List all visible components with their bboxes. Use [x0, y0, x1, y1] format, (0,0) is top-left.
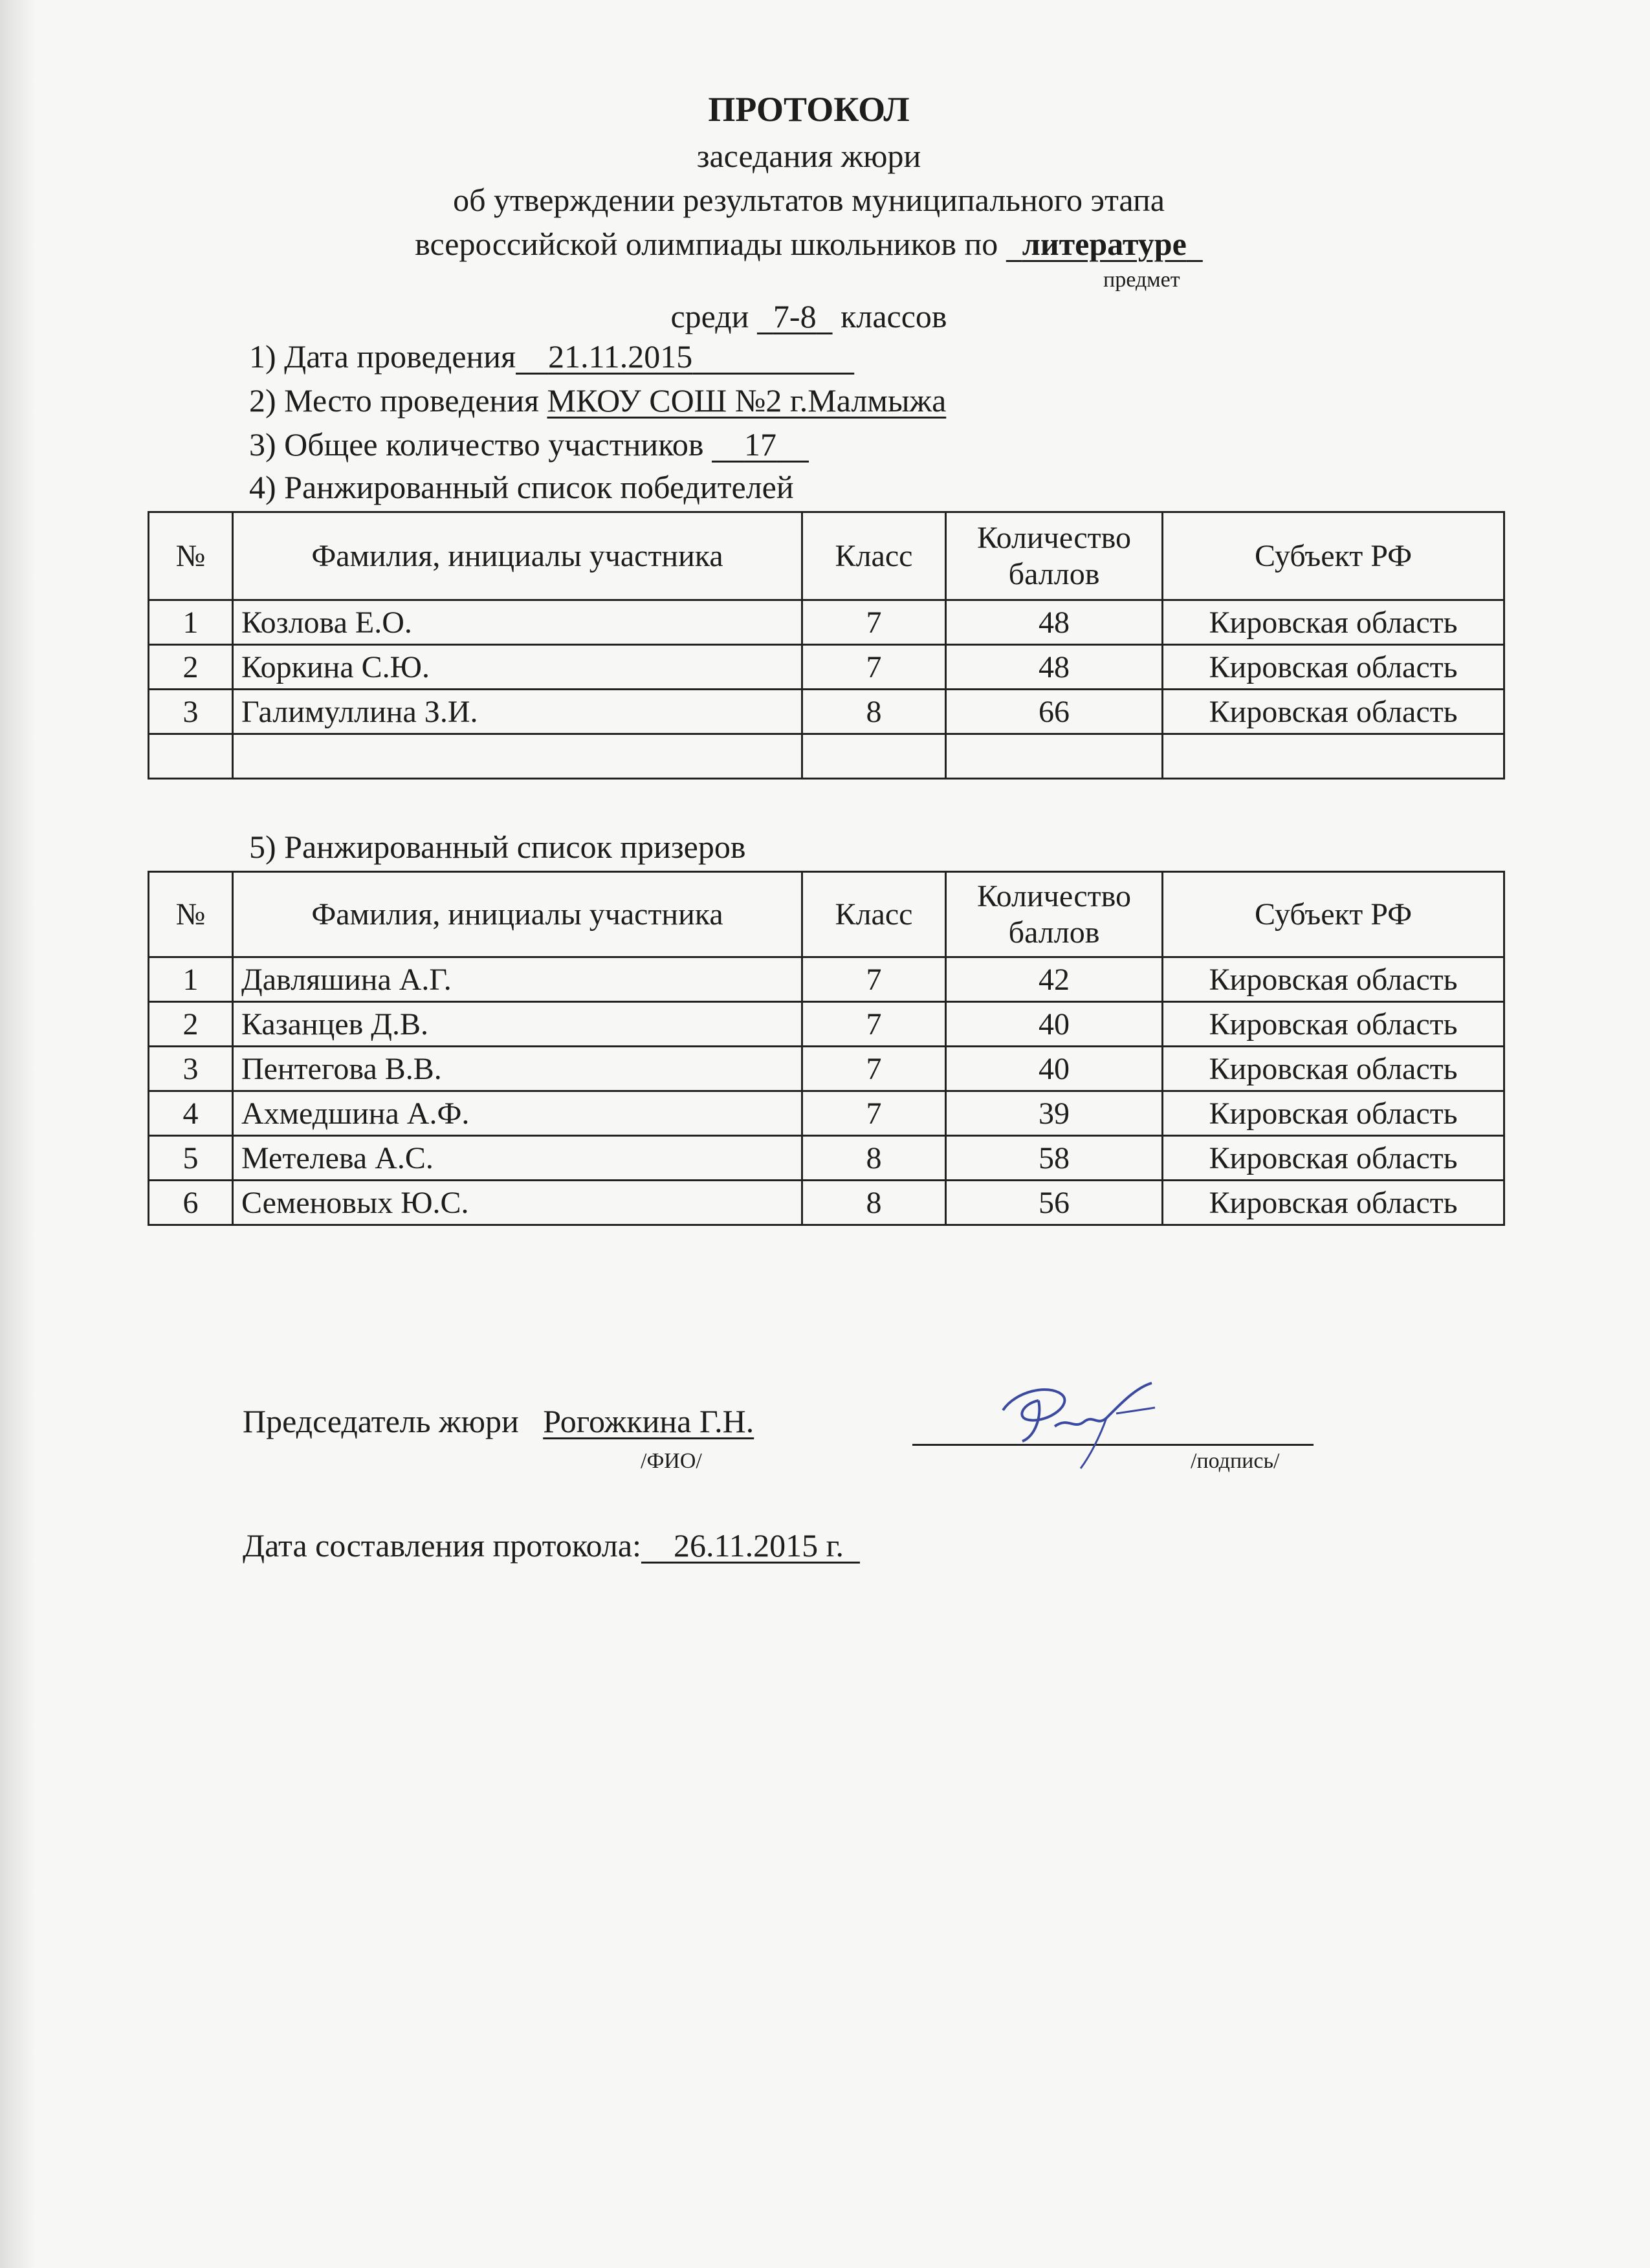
- row-number: 4: [149, 1091, 233, 1136]
- participant-score: 56: [946, 1181, 1163, 1225]
- info-date-text: 21.11.2015: [548, 338, 693, 375]
- subject-text: литературе: [1022, 226, 1187, 262]
- table-row: [149, 645, 1504, 690]
- participant-region: Кировская область: [1163, 1136, 1504, 1181]
- col-header-num: №: [149, 872, 233, 957]
- participant-grade: 8: [802, 690, 946, 734]
- info-prizewinners-heading: 5) Ранжированный список призеров: [249, 829, 746, 865]
- table-row: [149, 690, 1504, 734]
- compile-date-text: 26.11.2015 г.: [673, 1527, 844, 1564]
- info-count-value: [712, 426, 809, 463]
- row-number: 2: [149, 1002, 233, 1047]
- winners-table: [148, 511, 1505, 780]
- col-header-grade: Класс: [802, 872, 946, 957]
- participant-score: 66: [946, 690, 1163, 734]
- col-header-score: Количество баллов: [946, 512, 1163, 600]
- info-date: [249, 338, 854, 375]
- info-winners-heading: 4) Ранжированный список победителей: [249, 469, 794, 505]
- participant-grade: 7: [802, 1047, 946, 1091]
- header-line-3: [0, 225, 1618, 263]
- scan-shadow-edge: [0, 0, 36, 2268]
- row-number: 1: [149, 957, 233, 1002]
- participant-grade: [802, 734, 946, 779]
- participant-grade: 8: [802, 1181, 946, 1225]
- participant-name: Пентегова В.В.: [233, 1047, 802, 1091]
- participant-grade: 7: [802, 1091, 946, 1136]
- participant-region: Кировская область: [1163, 1002, 1504, 1047]
- participant-region: Кировская область: [1163, 645, 1504, 690]
- grades-text: 7-8: [773, 298, 817, 334]
- participant-grade: 7: [802, 645, 946, 690]
- col-header-region: Субъект РФ: [1163, 872, 1504, 957]
- prizewinners-header-row: [149, 872, 1504, 957]
- participant-name: Ахмедшина А.Ф.: [233, 1091, 802, 1136]
- table-row: [149, 1181, 1504, 1225]
- grades-suffix: классов: [841, 298, 947, 334]
- row-number: 5: [149, 1136, 233, 1181]
- header-line-3-prefix: всероссийской олимпиады школьников по: [415, 226, 998, 262]
- participant-score: 48: [946, 600, 1163, 645]
- header-line-1: заседания жюри: [696, 138, 921, 174]
- participant-region: Кировская область: [1163, 957, 1504, 1002]
- col-header-name: Фамилия, инициалы участника: [233, 872, 802, 957]
- col-header-num: №: [149, 512, 233, 600]
- prizewinners-table: [148, 871, 1505, 1226]
- participant-score: 48: [946, 645, 1163, 690]
- participant-region: [1163, 734, 1504, 779]
- participant-name: Давляшина А.Г.: [233, 957, 802, 1002]
- chair-line: [243, 1402, 754, 1440]
- compile-date-line: [243, 1527, 860, 1564]
- signature-caption: /подпись/: [1191, 1449, 1280, 1473]
- table-row: [149, 1136, 1504, 1181]
- table-row: [149, 1047, 1504, 1091]
- row-number: [149, 734, 233, 779]
- participant-name: Галимуллина З.И.: [233, 690, 802, 734]
- participant-score: 42: [946, 957, 1163, 1002]
- participant-grade: 7: [802, 1002, 946, 1047]
- participant-grade: 8: [802, 1136, 946, 1181]
- info-date-label: 1) Дата проведения: [249, 338, 516, 375]
- participant-grade: 7: [802, 600, 946, 645]
- row-number: 3: [149, 690, 233, 734]
- grades-prefix: среди: [670, 298, 749, 334]
- row-number: 6: [149, 1181, 233, 1225]
- grades-line: [0, 298, 1618, 335]
- info-date-value: [516, 338, 854, 375]
- participant-name: Метелева А.С.: [233, 1136, 802, 1181]
- signature-icon: [977, 1365, 1191, 1475]
- participant-region: Кировская область: [1163, 600, 1504, 645]
- info-place-label: 2) Место проведения: [249, 382, 540, 419]
- info-count: [249, 426, 809, 463]
- grades-value: [757, 298, 833, 334]
- row-number: 1: [149, 600, 233, 645]
- chair-label: Председатель жюри: [243, 1403, 519, 1439]
- col-header-score: Количество баллов: [946, 872, 1163, 957]
- table-row: [149, 600, 1504, 645]
- participant-score: 40: [946, 1047, 1163, 1091]
- header-line-2: об утверждении результатов муниципального этапа: [453, 182, 1165, 218]
- participant-score: 39: [946, 1091, 1163, 1136]
- fio-caption: /ФИО/: [641, 1449, 702, 1473]
- col-header-region: Субъект РФ: [1163, 512, 1504, 600]
- document-title: ПРОТОКОЛ: [708, 90, 910, 129]
- subject-caption: предмет: [1103, 268, 1180, 292]
- participant-region: Кировская область: [1163, 690, 1504, 734]
- participant-name: Коркина С.Ю.: [233, 645, 802, 690]
- compile-date-value: [641, 1527, 860, 1564]
- row-number: 3: [149, 1047, 233, 1091]
- participant-region: Кировская область: [1163, 1047, 1504, 1091]
- table-row: [149, 734, 1504, 779]
- participant-score: 40: [946, 1002, 1163, 1047]
- row-number: 2: [149, 645, 233, 690]
- participant-region: Кировская область: [1163, 1181, 1504, 1225]
- subject-value: [1006, 226, 1203, 262]
- participant-name: Козлова Е.О.: [233, 600, 802, 645]
- chair-name: Рогожкина Г.Н.: [543, 1403, 754, 1439]
- table-row: [149, 957, 1504, 1002]
- info-place-value: МКОУ СОШ №2 г.Малмыжа: [547, 382, 947, 419]
- table-row: [149, 1002, 1504, 1047]
- compile-date-label: Дата составления протокола:: [243, 1527, 641, 1564]
- participant-name: [233, 734, 802, 779]
- info-count-label: 3) Общее количество участников: [249, 426, 704, 463]
- winners-header-row: [149, 512, 1504, 600]
- participant-score: [946, 734, 1163, 779]
- participant-region: Кировская область: [1163, 1091, 1504, 1136]
- info-place: [249, 382, 946, 419]
- info-count-text: 17: [744, 426, 777, 463]
- participant-grade: 7: [802, 957, 946, 1002]
- col-header-name: Фамилия, инициалы участника: [233, 512, 802, 600]
- participant-name: Казанцев Д.В.: [233, 1002, 802, 1047]
- col-header-grade: Класс: [802, 512, 946, 600]
- table-row: [149, 1091, 1504, 1136]
- participant-name: Семеновых Ю.С.: [233, 1181, 802, 1225]
- participant-score: 58: [946, 1136, 1163, 1181]
